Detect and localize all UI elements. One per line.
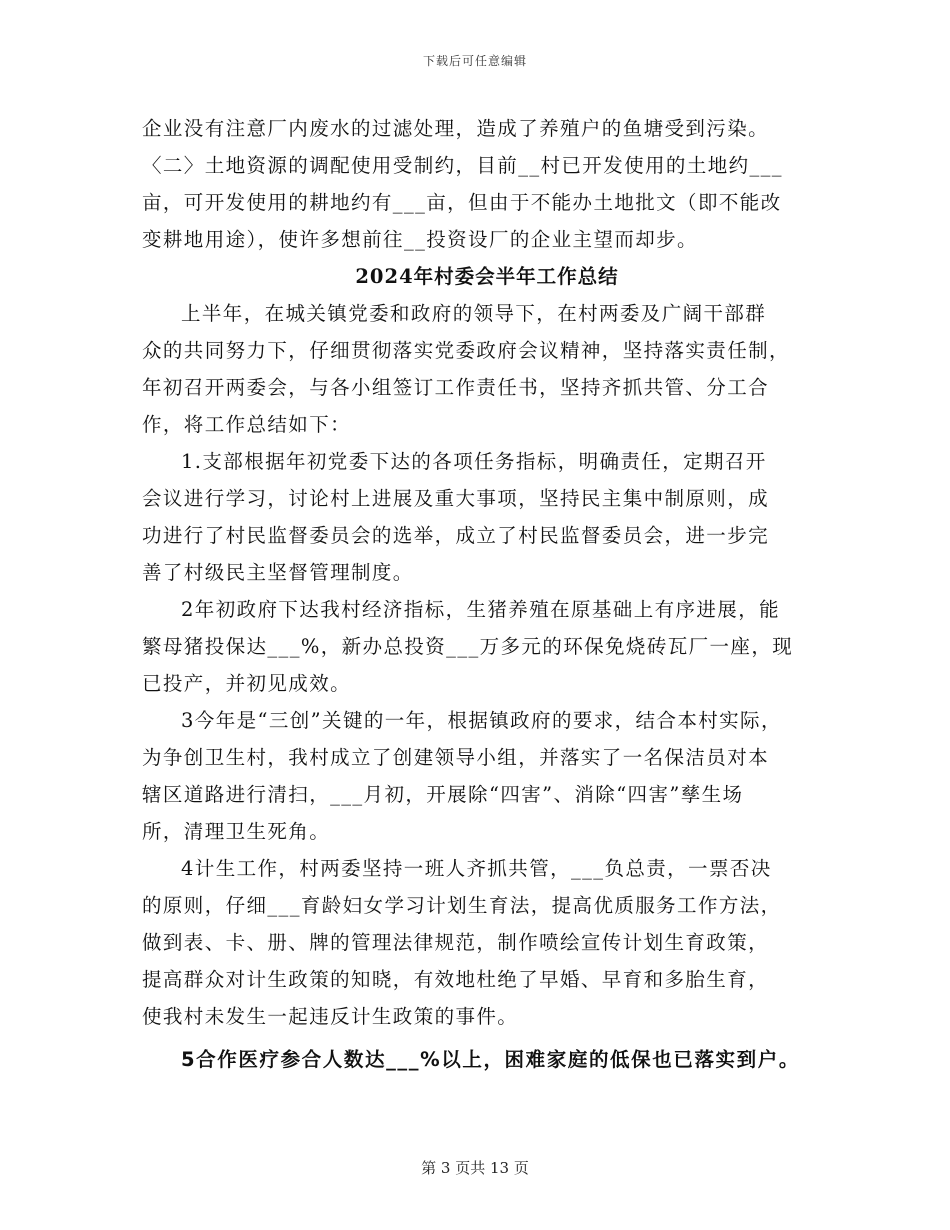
body-line: 3今年是“三创”关键的一年，根据镇政府的要求，结合本村实际， [181,709,782,732]
body-line: 作，将工作总结如下： [142,413,352,436]
document-body [142,110,822,1078]
body-line: 企业没有注意厂内废水的过滤处理，造成了养殖户的鱼塘受到污染。 [142,117,770,140]
body-line: 所，清理卫生死角。 [142,820,331,843]
body-line: 会议进行学习，讨论村上进展及重大事项，坚持民主集中制原则，成 [142,487,770,510]
body-line: 〈二〉土地资源的调配使用受制约，目前__村已开发使用的土地约___ [142,154,783,177]
body-line: 提高群众对计生政策的知晓，有效地杜绝了早婚、早育和多胎生育， [142,968,770,991]
body-line: 亩，可开发使用的耕地约有___亩，但由于不能办土地批文（即不能改 [142,191,782,214]
body-line: 的原则，仔细___育龄妇女学习计划生育法，提高优质服务工作方法， [142,894,782,917]
body-line: 1.支部根据年初党委下达的各项任务指标，明确责任，定期召开 [181,450,767,473]
body-line: 年初召开两委会，与各小组签订工作责任书，坚持齐抓共管、分工合 [142,376,770,399]
body-line: 繁母猪投保达___%，新办总投资___万多元的环保免烧砖瓦厂一座，现 [142,635,794,658]
page-header: 下载后可任意编辑 [422,54,527,68]
body-line: 4计生工作，村两委坚持一班人齐抓共管，___负总责，一票否决 [181,857,772,880]
bold-summary-line: 5合作医疗参合人数达___%以上，困难家庭的低保也已落实到户。 [181,1048,800,1071]
body-line: 2年初政府下达我村经济指标，生猪养殖在原基础上有序进展，能 [181,598,781,621]
body-line: 使我村未发生一起违反计生政策的事件。 [142,1005,519,1028]
body-line: 善了村级民主坚督管理制度。 [142,561,414,584]
body-line: 众的共同努力下，仔细贯彻落实党委政府会议精神，坚持落实责任制， [142,339,790,362]
body-line: 功进行了村民监督委员会的选举，成立了村民监督委员会，进一步完 [142,524,770,547]
body-line: 为争创卫生村，我村成立了创建领导小组，并落实了一名保洁员对本 [142,746,770,769]
page-number: 第 3 页共 13 页 [421,1159,529,1177]
document-title: 2024年村委会半年工作总结 [355,265,619,288]
body-line: 辖区道路进行清扫，___月初，开展除“四害”、消除“四害”孳生场 [142,783,744,806]
body-line: 做到表、卡、册、牌的管理法律规范，制作喷绘宣传计划生育政策， [142,931,770,954]
body-line: 变耕地用途），使许多想前往__投资设厂的企业主望而却步。 [142,228,698,251]
body-line: 已投产，并初见成效。 [142,672,352,695]
body-line: 上半年，在城关镇党委和政府的领导下，在村两委及广阔干部群 [181,302,767,325]
